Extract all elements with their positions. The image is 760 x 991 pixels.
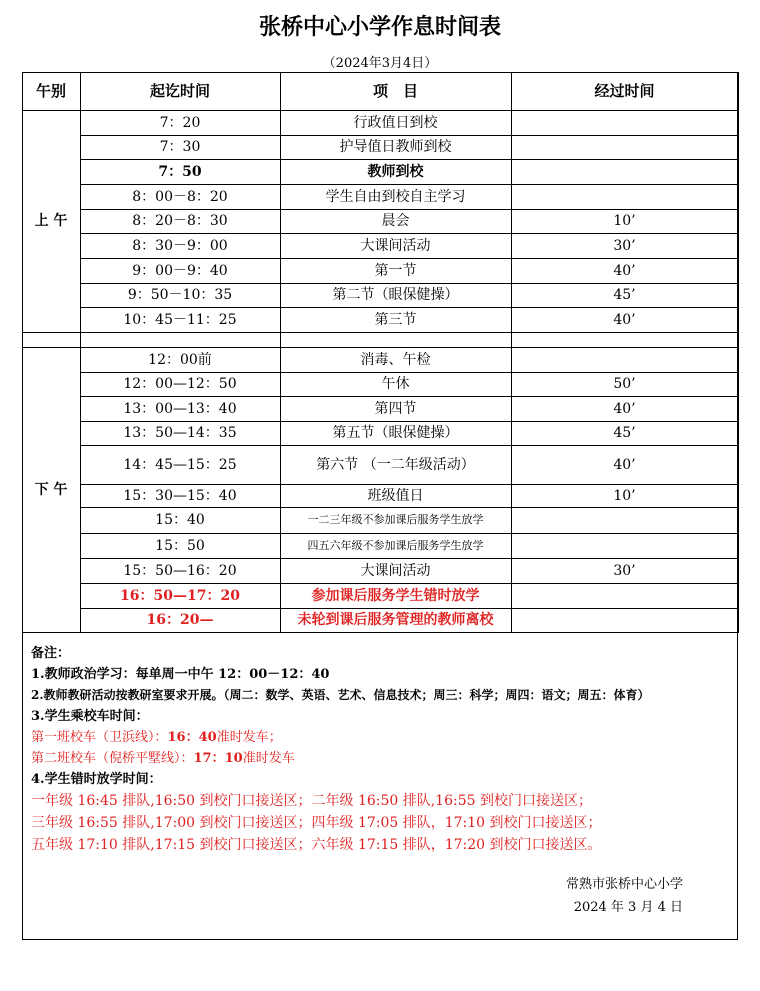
row-duration: 40’	[511, 396, 738, 421]
row-item: 晨会	[280, 209, 511, 233]
row-duration	[511, 347, 738, 372]
row-duration	[511, 533, 738, 558]
note-research-activity: 2.教师教研活动按教研室要求开展。（周二：数学、英语、艺术、信息技术；周三：科学；周四：语文；周五：体育）	[31, 688, 650, 702]
row-duration: 40’	[511, 258, 738, 283]
row-duration: 45’	[511, 283, 738, 307]
table-row	[22, 484, 738, 507]
row-time: 14：45—15：25	[80, 445, 280, 484]
header-duration: 经过时间	[511, 72, 738, 110]
schedule-date: （2024年3月4日）	[322, 56, 438, 71]
table-header-row	[22, 72, 738, 110]
table-row	[22, 396, 738, 421]
row-time: 15：50	[80, 533, 280, 558]
spacer-row	[22, 332, 738, 347]
row-time: 12：00—12：50	[80, 372, 280, 396]
row-time: 8：30－9：00	[80, 233, 280, 258]
row-duration: 45’	[511, 421, 738, 445]
row-duration	[511, 159, 738, 184]
table-row	[22, 184, 738, 209]
note-dismissal-heading: 4.学生错时放学时间：	[31, 772, 162, 787]
table-row	[22, 421, 738, 445]
row-time: 13：00—13：40	[80, 396, 280, 421]
signature-org: 常熟市张桥中心小学	[565, 877, 683, 892]
row-duration: 40’	[511, 445, 738, 484]
header-period: 午别	[22, 72, 80, 110]
row-duration	[511, 184, 738, 209]
table-row	[22, 283, 738, 307]
signature-block	[543, 873, 683, 919]
row-time: 10：45－11：25	[80, 307, 280, 332]
table-row	[22, 233, 738, 258]
table-row	[22, 533, 738, 558]
table-row	[22, 608, 738, 632]
row-time: 9：50－10：35	[80, 283, 280, 307]
table-row	[22, 135, 738, 159]
note-dismissal-grade-1-2: 一年级 16:45 排队,16:50 到校门口接送区；二年级 16:50 排队,16:55 到校门口接送区；	[31, 793, 592, 809]
note-dismissal-grade-5-6: 五年级 17:10 排队,17:15 到校门口接送区；六年级 17:15 排队，17:20 到校门口接送区。	[31, 837, 602, 853]
row-duration	[511, 583, 738, 608]
row-time: 13：50—14：35	[80, 421, 280, 445]
row-item: 班级值日	[280, 484, 511, 507]
page-title: 张桥中心小学作息时间表	[258, 15, 501, 40]
row-time: 16：20—	[80, 608, 280, 632]
period-morning: 上 午	[22, 110, 80, 332]
row-time: 8：20－8：30	[80, 209, 280, 233]
row-item: 午休	[280, 372, 511, 396]
row-item: 大课间活动	[280, 233, 511, 258]
notes-section	[31, 643, 731, 856]
row-item: 大课间活动	[280, 558, 511, 583]
row-item: 一二三年级不参加课后服务学生放学	[280, 507, 511, 533]
signature-date: 2024 年 3 月 4 日	[573, 900, 683, 915]
row-duration: 30’	[511, 558, 738, 583]
schedule-table	[22, 72, 739, 633]
row-item: 护导值日教师到校	[280, 135, 511, 159]
row-time: 15：30—15：40	[80, 484, 280, 507]
schedule-sheet	[22, 72, 738, 940]
row-item: 四五六年级不参加课后服务学生放学	[280, 533, 511, 558]
row-item: 第一节	[280, 258, 511, 283]
table-row	[22, 445, 738, 484]
row-item: 第三节	[280, 307, 511, 332]
table-row	[22, 209, 738, 233]
row-item: 第五节（眼保健操）	[280, 421, 511, 445]
row-item: 行政值日到校	[280, 110, 511, 135]
row-time: 8：00－8：20	[80, 184, 280, 209]
row-time: 12：00前	[80, 347, 280, 372]
row-time: 9：00－9：40	[80, 258, 280, 283]
row-duration: 40’	[511, 307, 738, 332]
table-row	[22, 583, 738, 608]
table-row	[22, 507, 738, 533]
row-item: 第六节 （一二年级活动）	[280, 445, 511, 484]
row-item: 学生自由到校自主学习	[280, 184, 511, 209]
note-bus-heading: 3.学生乘校车时间：	[31, 709, 149, 724]
row-item: 消毒、午检	[280, 347, 511, 372]
table-row	[22, 159, 738, 184]
table-row	[22, 110, 738, 135]
period-afternoon: 下 午	[22, 347, 80, 632]
note-political-study: 1.教师政治学习：每单周一中午 12：00－12：40	[31, 667, 330, 682]
notes-heading: 备注：	[31, 646, 71, 661]
row-time: 15：40	[80, 507, 280, 533]
row-duration	[511, 507, 738, 533]
row-item: 参加课后服务学生错时放学	[280, 583, 511, 608]
row-time: 7：50	[80, 159, 280, 184]
row-item: 第二节（眼保健操）	[280, 283, 511, 307]
row-duration: 10’	[511, 484, 738, 507]
note-dismissal-grade-3-4: 三年级 16:55 排队,17:00 到校门口接送区；四年级 17:05 排队，17:10 到校门口接送区；	[31, 815, 602, 831]
table-row	[22, 372, 738, 396]
row-duration	[511, 135, 738, 159]
table-row	[22, 558, 738, 583]
note-bus-1: 第一班校车（卫浜线）：16：40准时发车；	[31, 730, 282, 745]
table-row	[22, 347, 738, 372]
row-duration	[511, 608, 738, 632]
row-duration	[511, 110, 738, 135]
row-time: 7：20	[80, 110, 280, 135]
row-time: 7：30	[80, 135, 280, 159]
row-item: 第四节	[280, 396, 511, 421]
table-row	[22, 307, 738, 332]
row-item: 教师到校	[280, 159, 511, 184]
row-duration: 10’	[511, 209, 738, 233]
table-row	[22, 258, 738, 283]
row-duration: 50’	[511, 372, 738, 396]
header-time: 起讫时间	[80, 72, 280, 110]
row-time: 15：50—16：20	[80, 558, 280, 583]
row-time: 16：50—17：20	[80, 583, 280, 608]
note-bus-2: 第二班校车（倪桥平墅线）：17：10准时发车	[31, 751, 295, 766]
header-item: 项 目	[280, 72, 511, 110]
row-duration: 30’	[511, 233, 738, 258]
row-item: 未轮到课后服务管理的教师离校	[280, 608, 511, 632]
